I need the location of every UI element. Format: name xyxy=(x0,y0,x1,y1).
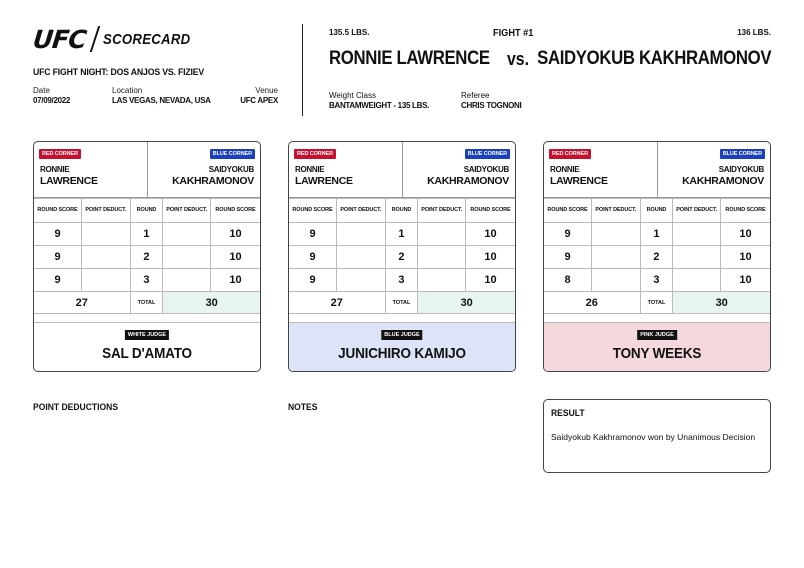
judge-name: SAL D'AMATO xyxy=(102,345,192,362)
blue-first-name: SAIDYOKUB xyxy=(208,165,254,174)
judge-panel xyxy=(289,322,515,372)
judge-badge: PINK JUDGE xyxy=(637,330,677,340)
red-round-score: 9 xyxy=(34,223,82,246)
logo-row xyxy=(33,26,278,52)
red-weight: 135.5 LBS. xyxy=(329,28,370,37)
blue-round-score: 10 xyxy=(720,223,770,246)
event-title: UFC FIGHT NIGHT: DOS ANJOS VS. FIZIEV xyxy=(33,67,205,78)
round-number: 1 xyxy=(385,223,418,246)
red-round-score-header: ROUND SCORE xyxy=(34,199,82,223)
total-row xyxy=(34,292,260,314)
blue-point-deduct xyxy=(673,223,721,246)
red-last-name: LAWRENCE xyxy=(295,175,353,187)
blue-point-deduct xyxy=(163,246,211,269)
round-row xyxy=(34,269,260,292)
venue-value: UFC APEX xyxy=(240,96,278,105)
total-row xyxy=(544,292,770,314)
weight-class-value: BANTAMWEIGHT - 135 LBS. xyxy=(329,101,430,110)
red-point-deduct xyxy=(337,269,386,292)
blue-round-score: 10 xyxy=(465,269,515,292)
blue-total: 30 xyxy=(673,292,770,314)
vs-label: vs. xyxy=(507,49,530,69)
judge-scorecard xyxy=(288,141,516,372)
red-round-score: 9 xyxy=(544,246,592,269)
red-last-name: LAWRENCE xyxy=(40,175,98,187)
red-round-score: 9 xyxy=(34,269,82,292)
red-round-score: 9 xyxy=(544,223,592,246)
judge-badge: WHITE JUDGE xyxy=(125,330,169,340)
event-meta xyxy=(33,86,278,105)
red-first-name: RONNIE xyxy=(40,165,70,174)
red-point-deduct xyxy=(592,269,641,292)
result-text: Saidyokub Kakhramonov won by Unanimous Decision xyxy=(551,432,756,442)
total-label: TOTAL xyxy=(640,292,673,314)
result-title: RESULT xyxy=(551,408,585,419)
blue-round-score-header: ROUND SCORE xyxy=(465,199,515,223)
round-row xyxy=(34,246,260,269)
round-number: 3 xyxy=(130,269,163,292)
round-row xyxy=(289,246,515,269)
blue-total: 30 xyxy=(418,292,515,314)
card-fighters xyxy=(289,142,515,198)
blue-fighter-name: SAIDYOKUB KAKHRAMONOV xyxy=(536,47,771,69)
red-first-name: RONNIE xyxy=(550,165,580,174)
blue-point-deduct xyxy=(673,269,721,292)
blue-round-score: 10 xyxy=(210,246,260,269)
red-point-deduct xyxy=(592,223,641,246)
card-fighters xyxy=(34,142,260,198)
red-point-deduct xyxy=(82,269,131,292)
red-round-score-header: ROUND SCORE xyxy=(289,199,337,223)
blue-point-deduct-header: POINT DEDUCT. xyxy=(673,199,721,223)
fighter-divider xyxy=(147,142,148,198)
red-first-name: RONNIE xyxy=(295,165,325,174)
result-box xyxy=(543,399,771,473)
red-total: 26 xyxy=(544,292,640,314)
round-number: 3 xyxy=(640,269,673,292)
judge-badge: BLUE JUDGE xyxy=(381,330,422,340)
blue-round-score: 10 xyxy=(465,223,515,246)
judge-scorecard xyxy=(33,141,261,372)
weight-class xyxy=(329,91,429,110)
red-corner-badge: RED CORNER xyxy=(39,149,81,159)
round-number: 2 xyxy=(385,246,418,269)
red-last-name: LAWRENCE xyxy=(550,175,608,187)
red-point-deduct xyxy=(337,246,386,269)
round-number: 2 xyxy=(130,246,163,269)
date-label: Date xyxy=(33,86,50,95)
blue-point-deduct-header: POINT DEDUCT. xyxy=(418,199,466,223)
round-row xyxy=(289,269,515,292)
round-header: ROUND xyxy=(130,199,163,223)
score-table xyxy=(289,198,515,314)
red-round-score: 9 xyxy=(289,246,337,269)
red-point-deduct xyxy=(82,246,131,269)
referee xyxy=(461,91,521,110)
round-row xyxy=(34,223,260,246)
blue-corner-badge: BLUE CORNER xyxy=(465,149,510,159)
header-divider xyxy=(302,24,303,116)
blue-fighter xyxy=(427,164,509,187)
blue-point-deduct xyxy=(418,246,466,269)
weight-class-label: Weight Class xyxy=(329,91,376,100)
blue-round-score: 10 xyxy=(465,246,515,269)
red-fighter xyxy=(550,164,608,187)
blue-point-deduct xyxy=(163,269,211,292)
round-row xyxy=(289,223,515,246)
red-total: 27 xyxy=(34,292,130,314)
fighter-divider xyxy=(402,142,403,198)
blue-last-name: KAKHRAMONOV xyxy=(427,175,509,187)
blue-point-deduct xyxy=(163,223,211,246)
score-table-header xyxy=(544,199,770,223)
total-label: TOTAL xyxy=(385,292,418,314)
score-table xyxy=(34,198,260,314)
blue-round-score: 10 xyxy=(210,269,260,292)
judge-panel xyxy=(544,322,770,372)
date-meta xyxy=(33,86,112,105)
blue-round-score: 10 xyxy=(210,223,260,246)
round-header: ROUND xyxy=(385,199,418,223)
red-fighter xyxy=(40,164,98,187)
blue-corner-badge: BLUE CORNER xyxy=(210,149,255,159)
blue-round-score-header: ROUND SCORE xyxy=(210,199,260,223)
blue-last-name: KAKHRAMONOV xyxy=(172,175,254,187)
round-row xyxy=(544,269,770,292)
round-number: 3 xyxy=(385,269,418,292)
red-fighter-name: RONNIE LAWRENCE xyxy=(329,47,490,69)
blue-corner-badge: BLUE CORNER xyxy=(720,149,765,159)
fight-header xyxy=(329,28,771,118)
score-table xyxy=(544,198,770,314)
red-point-deduct-header: POINT DEDUCT. xyxy=(82,199,131,223)
round-header: ROUND xyxy=(640,199,673,223)
blue-point-deduct xyxy=(673,246,721,269)
blue-round-score: 10 xyxy=(720,269,770,292)
round-number: 2 xyxy=(640,246,673,269)
referee-value: CHRIS TOGNONI xyxy=(461,101,522,110)
blue-first-name: SAIDYOKUB xyxy=(718,165,764,174)
red-round-score: 9 xyxy=(34,246,82,269)
scorecard-header xyxy=(33,26,278,105)
red-round-score: 9 xyxy=(289,223,337,246)
judge-name: TONY WEEKS xyxy=(612,345,702,362)
location-label: Location xyxy=(112,86,143,95)
red-corner-badge: RED CORNER xyxy=(294,149,336,159)
blue-total: 30 xyxy=(163,292,260,314)
fighter-divider xyxy=(657,142,658,198)
blue-point-deduct xyxy=(418,223,466,246)
blue-round-score: 10 xyxy=(720,246,770,269)
blue-point-deduct xyxy=(418,269,466,292)
round-row xyxy=(544,223,770,246)
ufc-logo: UFC xyxy=(31,24,88,54)
logo-divider xyxy=(90,26,100,52)
judge-scorecard xyxy=(543,141,771,372)
page-title: SCORECARD xyxy=(102,30,191,48)
red-corner-badge: RED CORNER xyxy=(549,149,591,159)
round-number: 1 xyxy=(640,223,673,246)
red-fighter xyxy=(295,164,353,187)
red-total: 27 xyxy=(289,292,385,314)
judge-panel xyxy=(34,322,260,372)
red-point-deduct-header: POINT DEDUCT. xyxy=(592,199,641,223)
round-row xyxy=(544,246,770,269)
total-row xyxy=(289,292,515,314)
blue-round-score-header: ROUND SCORE xyxy=(720,199,770,223)
red-round-score: 8 xyxy=(544,269,592,292)
blue-fighter xyxy=(682,164,764,187)
total-label: TOTAL xyxy=(130,292,163,314)
red-point-deduct-header: POINT DEDUCT. xyxy=(337,199,386,223)
location-value: LAS VEGAS, NEVADA, USA xyxy=(112,96,211,105)
fight-number: FIGHT #1 xyxy=(493,28,534,39)
blue-last-name: KAKHRAMONOV xyxy=(682,175,764,187)
point-deductions-title: POINT DEDUCTIONS xyxy=(33,402,119,413)
red-round-score: 9 xyxy=(289,269,337,292)
blue-fighter xyxy=(172,164,254,187)
red-round-score-header: ROUND SCORE xyxy=(544,199,592,223)
red-point-deduct xyxy=(592,246,641,269)
card-fighters xyxy=(544,142,770,198)
round-number: 1 xyxy=(130,223,163,246)
date-value: 07/09/2022 xyxy=(33,96,71,105)
venue-label: Venue xyxy=(255,86,278,95)
location-meta xyxy=(112,86,232,105)
score-table-header xyxy=(34,199,260,223)
blue-point-deduct-header: POINT DEDUCT. xyxy=(163,199,211,223)
notes-title: NOTES xyxy=(288,402,318,413)
judge-name: JUNICHIRO KAMIJO xyxy=(338,345,466,362)
red-point-deduct xyxy=(82,223,131,246)
score-table-header xyxy=(289,199,515,223)
blue-first-name: SAIDYOKUB xyxy=(463,165,509,174)
referee-label: Referee xyxy=(461,91,490,100)
blue-weight: 136 LBS. xyxy=(737,28,771,37)
red-point-deduct xyxy=(337,223,386,246)
venue-meta xyxy=(232,86,278,105)
